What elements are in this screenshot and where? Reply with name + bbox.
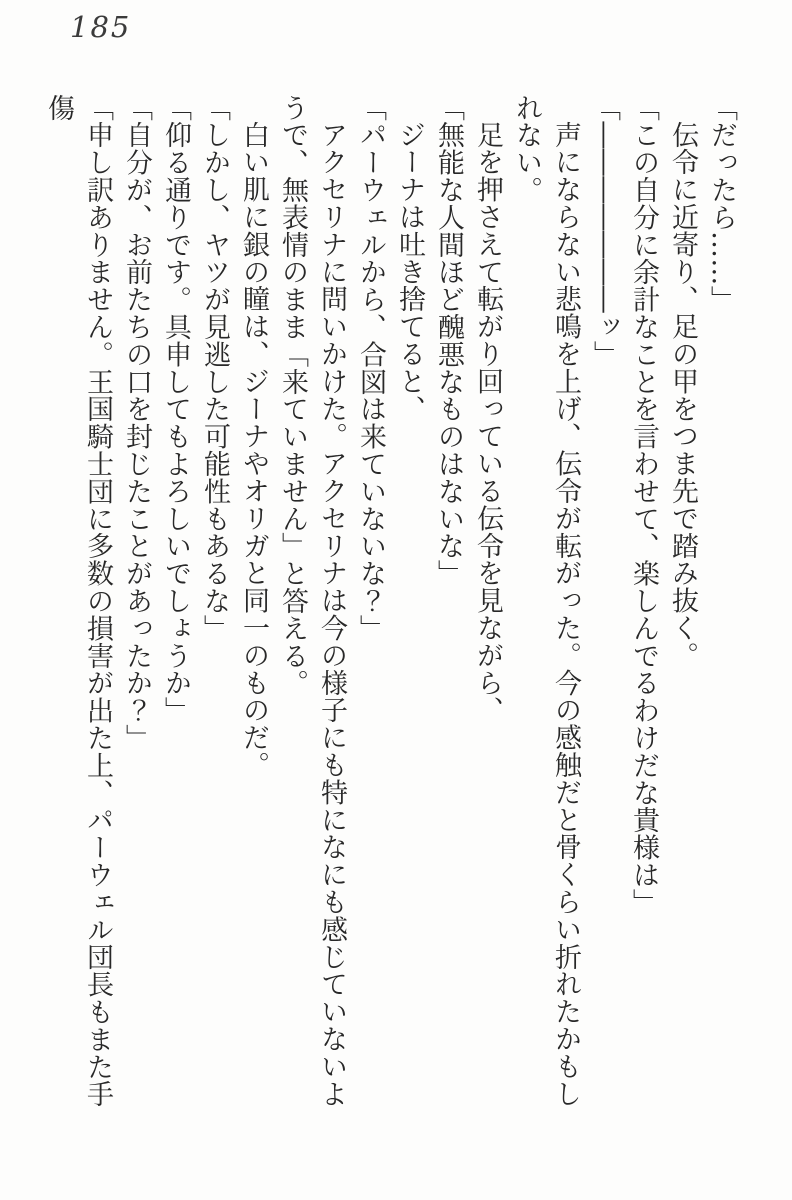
- paragraph: 「―――――――ッ」: [589, 94, 620, 368]
- paragraph: 「申し訳ありません。王国騎士団に多数の損害が出た上、パーウェル団長もまた手傷: [43, 94, 113, 1108]
- paragraph: 伝令に近寄り、足の甲をつま先で踏み抜く。: [667, 121, 698, 669]
- paragraph: 「仰る通りです。具申してもよろしいでしょうか」: [160, 94, 191, 725]
- paragraph: 「自分が、お前たちの口を封じたことがあったか？」: [121, 94, 152, 752]
- paragraph: 白い肌に銀の瞳は、ジーナやオリガと同一のものだ。: [238, 121, 269, 779]
- paragraph: 「だったら……」: [706, 94, 737, 314]
- page-text: [43, 94, 741, 1131]
- paragraph: 「無能な人間ほど醜悪なものはないな」: [433, 94, 464, 588]
- page-number: 185: [70, 10, 132, 44]
- paragraph: 足を押さえて転がり回っている伝令を見ながら、: [472, 121, 503, 724]
- paragraph: 「この自分に余計なことを言わせて、楽しんでるわけだな貴様は」: [628, 94, 659, 916]
- paragraph: 声にならない悲鳴を上げ、伝令が転がった。今の感触だと骨くらい折れたかもしれない。: [511, 94, 581, 1108]
- paragraph: 「しかし、ヤツが見逃した可能性もあるな」: [199, 94, 230, 642]
- paragraph: アクセリナに問いかけた。アクセリナは今の様子にも特になにも感じていないようで、無表情のまま「来ていません」と答える。: [277, 94, 347, 1108]
- paragraph: 「パーウェルから、合図は来ていないな？」: [355, 94, 386, 642]
- paragraph: ジーナは吐き捨てると、: [394, 121, 425, 423]
